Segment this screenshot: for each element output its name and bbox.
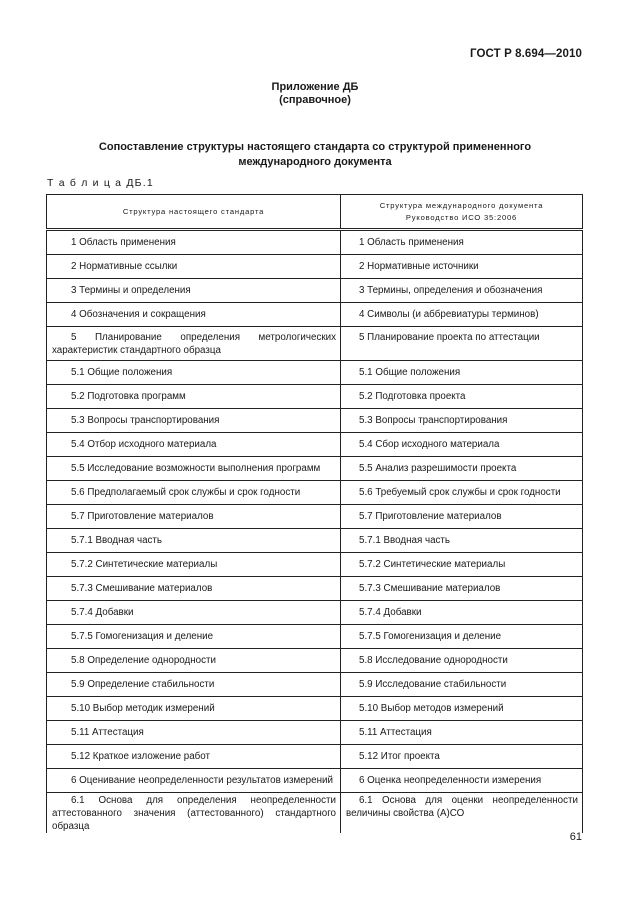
table-row <box>47 673 583 697</box>
table-label: Т а б л и ц а ДБ.1 <box>47 177 154 189</box>
table-row <box>47 409 583 433</box>
cell-left: 5.5 Исследование возможности выполнения программ <box>47 457 341 481</box>
cell-right: 5.8 Исследование однородности <box>341 649 583 673</box>
table-row <box>47 303 583 327</box>
table-header-row <box>47 195 583 230</box>
cell-left: 5.10 Выбор методик измерений <box>47 697 341 721</box>
annex-title: Приложение ДБ <box>271 81 359 93</box>
header-right-line1: Структура международного документа <box>379 200 544 210</box>
cell-left: 5.11 Аттестация <box>47 721 341 745</box>
table-row <box>47 327 583 361</box>
table-row <box>47 769 583 793</box>
comparison-table <box>46 194 583 833</box>
cell-left: 5.9 Определение стабильности <box>47 673 341 697</box>
table-row <box>47 279 583 303</box>
cell-right: 1 Область применения <box>341 230 583 255</box>
table-row <box>47 649 583 673</box>
cell-right: 5.12 Итог проекта <box>341 745 583 769</box>
cell-left: 5 Планирование определения метрологических характеристик стандартного образца <box>47 327 341 361</box>
cell-left: 1 Область применения <box>47 230 341 255</box>
cell-left: 5.8 Определение однородности <box>47 649 341 673</box>
cell-right: 5.9 Исследование стабильности <box>341 673 583 697</box>
table-row <box>47 577 583 601</box>
cell-right: 5.7.3 Смешивание материалов <box>341 577 583 601</box>
annex-heading <box>0 81 630 107</box>
table-row <box>47 481 583 505</box>
document-header-standard: ГОСТ Р 8.694—2010 <box>470 48 582 60</box>
header-left: Структура настоящего стандарта <box>47 195 341 230</box>
cell-right: 5.10 Выбор методов измерений <box>341 697 583 721</box>
cell-left: 5.7.5 Гомогенизация и деление <box>47 625 341 649</box>
cell-left: 5.7.4 Добавки <box>47 601 341 625</box>
annex-subtitle: (справочное) <box>279 94 351 106</box>
cell-right: 4 Символы (и аббревиатуры терминов) <box>341 303 583 327</box>
cell-right: 5.4 Сбор исходного материала <box>341 433 583 457</box>
cell-left: 5.12 Краткое изложение работ <box>47 745 341 769</box>
cell-right: 2 Нормативные источники <box>341 255 583 279</box>
table-row <box>47 553 583 577</box>
cell-right: 6.1 Основа для оценки неопределенности величины свойства (А)СО <box>341 793 583 834</box>
table-row <box>47 721 583 745</box>
cell-left: 5.7.1 Вводная часть <box>47 529 341 553</box>
cell-left: 3 Термины и определения <box>47 279 341 303</box>
cell-right: 5.7.4 Добавки <box>341 601 583 625</box>
cell-left: 6.1 Основа для определения неопределенности аттестованного значения (аттестованного) стандартного образца <box>47 793 341 834</box>
cell-right: 5.1 Общие положения <box>341 361 583 385</box>
table-row <box>47 505 583 529</box>
table-row <box>47 457 583 481</box>
cell-left: 5.7.3 Смешивание материалов <box>47 577 341 601</box>
table-row <box>47 433 583 457</box>
cell-left: 4 Обозначения и сокращения <box>47 303 341 327</box>
table-row <box>47 361 583 385</box>
table-row <box>47 230 583 255</box>
cell-right: 5.6 Требуемый срок службы и срок годности <box>341 481 583 505</box>
table-row <box>47 255 583 279</box>
cell-left: 5.2 Подготовка программ <box>47 385 341 409</box>
cell-right: 5.7.1 Вводная часть <box>341 529 583 553</box>
cell-right: 5.7.2 Синтетические материалы <box>341 553 583 577</box>
cell-left: 5.3 Вопросы транспортирования <box>47 409 341 433</box>
cell-right: 5.7 Приготовление материалов <box>341 505 583 529</box>
cell-right: 5.5 Анализ разрешимости проекта <box>341 457 583 481</box>
cell-right: 3 Термины, определения и обозначения <box>341 279 583 303</box>
table-row <box>47 625 583 649</box>
table-row <box>47 529 583 553</box>
table-row <box>47 745 583 769</box>
table-row <box>47 793 583 834</box>
table-row <box>47 385 583 409</box>
cell-left: 5.1 Общие положения <box>47 361 341 385</box>
table-row <box>47 601 583 625</box>
table-row <box>47 697 583 721</box>
cell-right: 5.7.5 Гомогенизация и деление <box>341 625 583 649</box>
header-right <box>341 195 583 230</box>
cell-left: 5.7 Приготовление материалов <box>47 505 341 529</box>
cell-right: 6 Оценка неопределенности измерения <box>341 769 583 793</box>
page-number: 61 <box>569 831 582 843</box>
cell-right: 5.2 Подготовка проекта <box>341 385 583 409</box>
cell-right: 5.3 Вопросы транспортирования <box>341 409 583 433</box>
header-right-line2: Руководство ИСО 35:2006 <box>405 212 518 222</box>
cell-right: 5.11 Аттестация <box>341 721 583 745</box>
cell-left: 2 Нормативные ссылки <box>47 255 341 279</box>
cell-left: 5.4 Отбор исходного материала <box>47 433 341 457</box>
cell-right: 5 Планирование проекта по аттестации <box>341 327 583 361</box>
cell-left: 5.6 Предполагаемый срок службы и срок годности <box>47 481 341 505</box>
cell-left: 6 Оценивание неопределенности результатов измерений <box>47 769 341 793</box>
section-title: Сопоставление структуры настоящего стандарта со структурой примененного международного документа <box>98 141 532 168</box>
cell-left: 5.7.2 Синтетические материалы <box>47 553 341 577</box>
